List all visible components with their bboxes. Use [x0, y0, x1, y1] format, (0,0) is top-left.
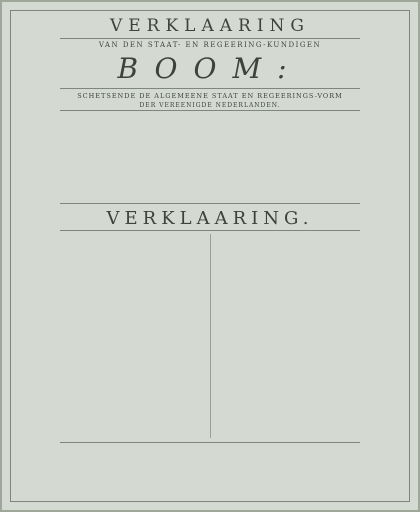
- document-title: VERKLAARING: [110, 16, 310, 36]
- rule: [60, 38, 360, 39]
- intro-paragraph: [58, 115, 362, 199]
- column-divider: [210, 234, 211, 438]
- body-column-right: [216, 234, 364, 438]
- rule: [60, 110, 360, 111]
- rule: [60, 230, 360, 231]
- rule: [60, 442, 360, 443]
- section-heading: VERKLAARING.: [106, 208, 314, 229]
- document-subtitle: SCHETSENDE DE ALGEMEENE STAAT EN REGEERINGS-VORM: [77, 92, 343, 100]
- rule: [60, 88, 360, 89]
- document-subtitle-line2: DER VEREENIGDE NEDERLANDEN.: [139, 102, 281, 109]
- body-column-left: [58, 234, 204, 438]
- document-title-boom: BOOM:: [117, 52, 303, 85]
- rule: [60, 203, 360, 204]
- footnotes: [58, 446, 362, 504]
- document-title-line2: VAN DEN STAAT- EN REGEERING-KUNDIGEN: [98, 41, 322, 49]
